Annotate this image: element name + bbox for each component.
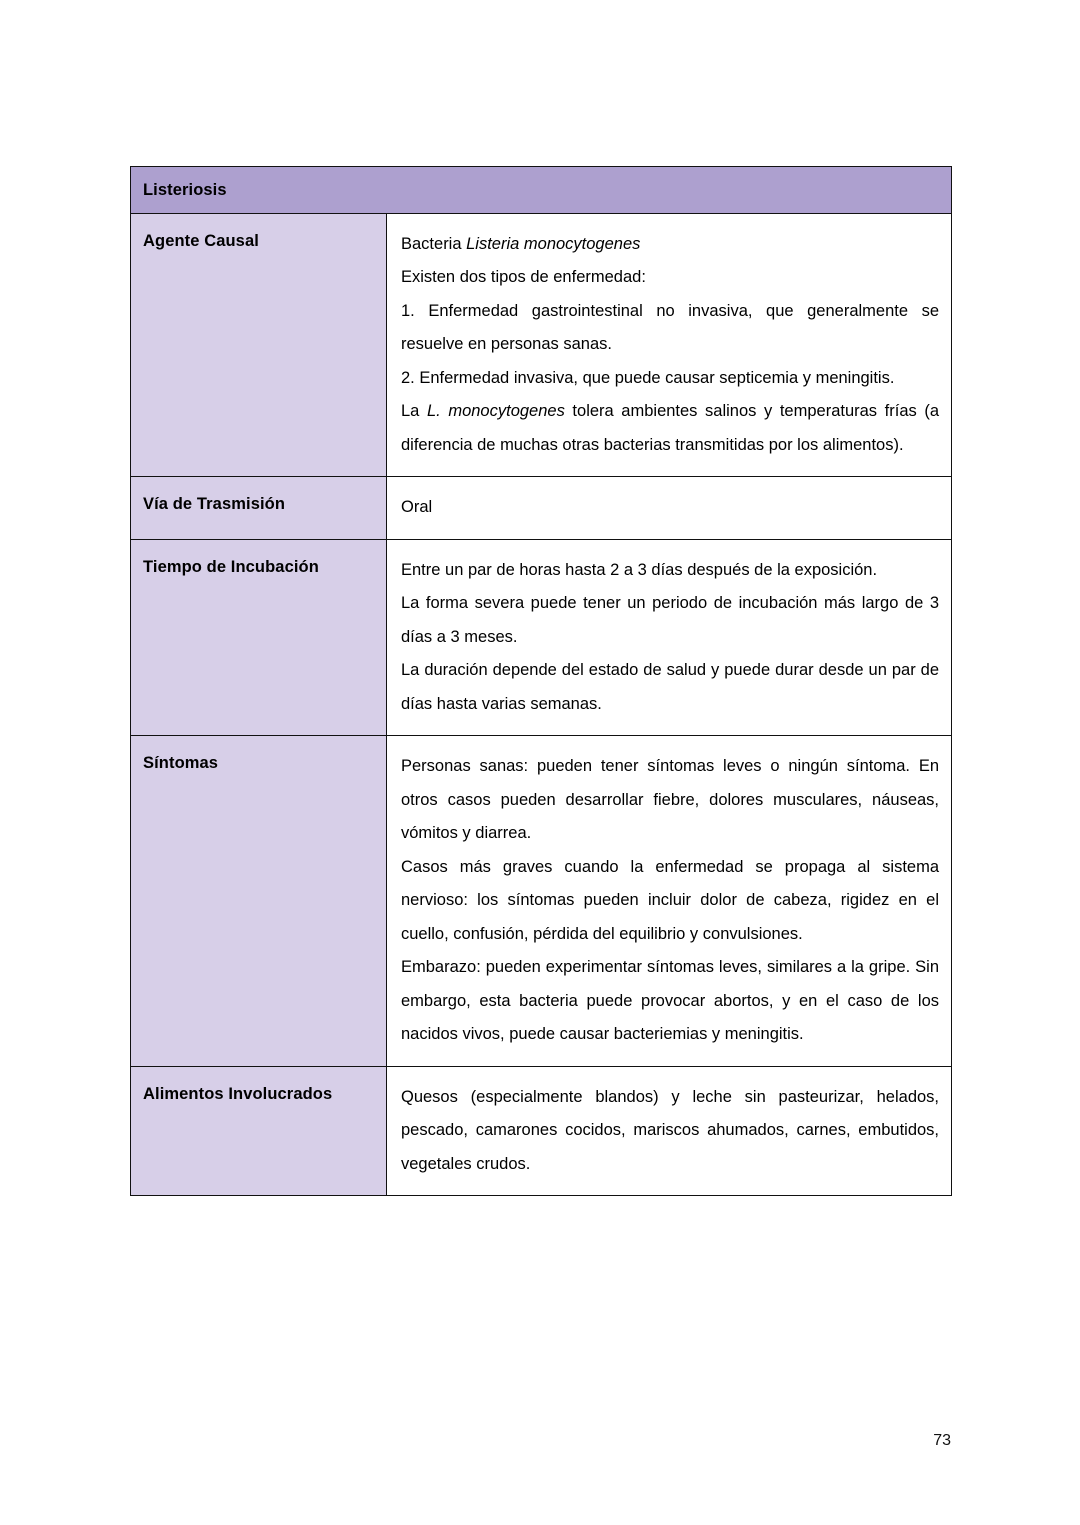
row-value-cell	[387, 477, 952, 539]
text-segment: Embarazo: pueden experimentar síntomas leves, similares a la gripe. Sin embargo, esta bacteria puede provocar abortos, y en el caso de los nacidos vivos, puede causar bacteriemias y meningitis.	[401, 958, 940, 1044]
table-row	[131, 214, 952, 477]
table-row	[131, 539, 952, 735]
row-label: Agente Causal	[143, 232, 259, 250]
text-segment: tolera ambientes salinos y temperaturas frías (a diferencia de muchas otras bacterias transmitidas por los alimentos).	[401, 402, 940, 454]
text-segment: Oral	[401, 498, 433, 517]
paragraph	[401, 750, 939, 850]
row-label-cell	[131, 214, 387, 477]
row-value-body	[387, 540, 951, 735]
paragraph	[401, 395, 939, 462]
row-value-body	[387, 477, 951, 538]
row-label: Vía de Trasmisión	[143, 495, 286, 514]
table-row	[131, 736, 952, 1066]
row-value-cell	[387, 1066, 952, 1195]
row-value-cell	[387, 736, 952, 1066]
text-segment: Casos más graves cuando la enfermedad se propaga al sistema nervioso: los síntomas pueden incluir dolor de cabeza, rigidez en el cuello, confusión, pérdida del equilibrio y convulsiones.	[401, 857, 940, 943]
row-value-body	[387, 736, 951, 1065]
text-segment: 2. Enfermedad invasiva, que puede causar septicemia y meningitis.	[401, 368, 895, 387]
paragraph	[401, 654, 939, 721]
row-value-cell	[387, 539, 952, 735]
row-label: Alimentos Involucrados	[143, 1084, 333, 1103]
page-number: 73	[933, 1432, 951, 1449]
text-segment: La	[401, 402, 427, 421]
row-value-body	[387, 214, 951, 476]
text-segment: Personas sanas: pueden tener síntomas leves o ningún síntoma. En otros casos pueden desarrollar fiebre, dolores musculares, náuseas, vómitos y diarrea.	[401, 757, 940, 843]
row-label-cell	[131, 477, 387, 539]
text-segment: Bacteria	[401, 235, 467, 253]
row-label-cell	[131, 736, 387, 1066]
text-segment: La duración depende del estado de salud y puede durar desde un par de días hasta varias semanas.	[401, 661, 940, 713]
table-header-row	[131, 167, 952, 214]
row-label-cell	[131, 1066, 387, 1195]
paragraph	[401, 554, 939, 587]
text-segment: La forma severa puede tener un periodo de incubación más largo de 3 días a 3 meses.	[401, 594, 940, 646]
row-value-cell	[387, 214, 952, 477]
paragraph	[401, 587, 939, 654]
paragraph	[401, 851, 939, 951]
paragraph	[401, 362, 939, 395]
italic-term: L. monocytogenes	[426, 402, 565, 421]
row-label: Síntomas	[143, 754, 219, 773]
listeriosis-table	[130, 166, 952, 1196]
paragraph	[401, 1081, 939, 1181]
text-segment: Entre un par de horas hasta 2 a 3 días después de la exposición.	[401, 560, 878, 579]
row-label: Tiempo de Incubación	[143, 557, 319, 576]
table-title: Listeriosis	[143, 180, 227, 199]
table-row	[131, 477, 952, 539]
row-value-body	[387, 1067, 951, 1195]
paragraph	[401, 951, 939, 1051]
text-segment: Existen dos tipos de enfermedad:	[401, 268, 646, 287]
text-segment: Quesos (especialmente blandos) y leche sin pasteurizar, helados, pescado, camarones cocidos, mariscos ahumados, carnes, embutidos, vegetales crudos.	[401, 1087, 940, 1173]
paragraph	[401, 295, 939, 362]
paragraph	[401, 261, 939, 294]
italic-term: Listeria monocytogenes	[466, 235, 641, 253]
table-rows	[131, 214, 952, 1196]
table-row	[131, 1066, 952, 1195]
paragraph	[401, 491, 939, 524]
row-label-cell	[131, 539, 387, 735]
table-body	[131, 167, 952, 214]
paragraph	[401, 228, 939, 261]
table-title-cell	[131, 167, 952, 214]
text-segment: 1. Enfermedad gastrointestinal no invasiva, que generalmente se resuelve en personas sanas.	[401, 301, 940, 354]
